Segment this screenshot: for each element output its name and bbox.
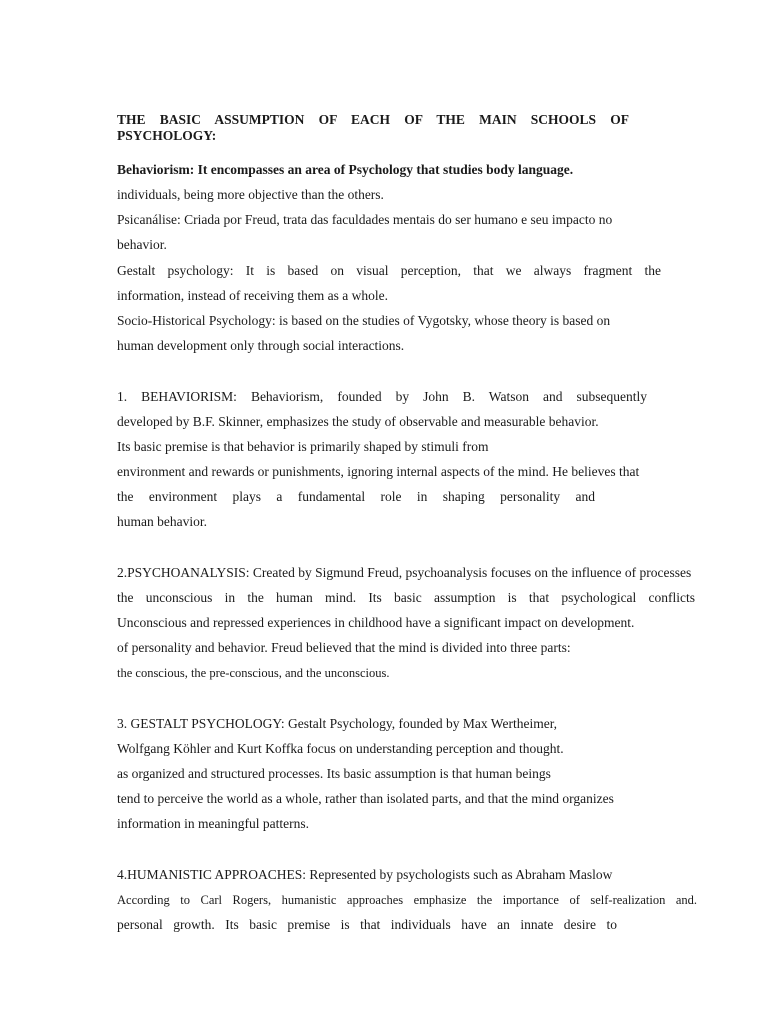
intro-line-4: behavior. xyxy=(117,237,167,252)
section1-line-2: developed by B.F. Skinner, emphasizes the study of observable and measurable behavior. xyxy=(117,414,599,429)
section4-line-1: 4.HUMANISTIC APPROACHES: Represented by psychologists such as Abraham Maslow xyxy=(117,867,613,882)
section2-line-5: the conscious, the pre-conscious, and the unconscious. xyxy=(117,666,390,680)
section3-line-5: information in meaningful patterns. xyxy=(117,816,309,831)
section2-line-3: Unconscious and repressed experiences in childhood have a significant impact on development. xyxy=(117,615,635,630)
section4-line-3: personal growth. Its basic premise is that individuals have an innate desire to xyxy=(117,917,617,932)
intro-line-2: individuals, being more objective than the others. xyxy=(117,187,384,202)
intro-line-6: information, instead of receiving them as a whole. xyxy=(117,288,389,303)
section1-line-4: environment and rewards or punishments, ignoring internal aspects of the mind. He believes that xyxy=(117,464,640,479)
page-title-line-1: THE BASIC ASSUMPTION OF EACH OF THE MAIN SCHOOLS OF xyxy=(117,112,629,127)
section1-line-5: the environment plays a fundamental role in shaping personality and xyxy=(117,489,595,504)
section3-line-3: as organized and structured processes. Its basic assumption is that human beings xyxy=(117,766,551,781)
intro-line-1: Behaviorism: It encompasses an area of Psychology that studies body language. xyxy=(117,162,574,177)
section2-line-4: of personality and behavior. Freud believed that the mind is divided into three parts: xyxy=(117,640,571,655)
section4-line-2: According to Carl Rogers, humanistic approaches emphasize the importance of self-realization and. xyxy=(117,893,697,907)
section2-line-2: the unconscious in the human mind. Its basic assumption is that psychological conflicts xyxy=(117,590,695,605)
intro-line-8: human development only through social interactions. xyxy=(117,338,405,353)
intro-line-7: Socio-Historical Psychology: is based on the studies of Vygotsky, whose theory is based on xyxy=(117,313,611,328)
intro-line-5: Gestalt psychology: It is based on visual perception, that we always fragment the xyxy=(117,263,661,278)
page-title-line-2: PSYCHOLOGY: xyxy=(117,128,217,143)
section1-line-6: human behavior. xyxy=(117,514,207,529)
section1-line-1: 1. BEHAVIORISM: Behaviorism, founded by John B. Watson and subsequently xyxy=(117,389,647,404)
section3-line-2: Wolfgang Köhler and Kurt Koffka focus on understanding perception and thought. xyxy=(117,741,564,756)
intro-line-3: Psicanálise: Criada por Freud, trata das faculdades mentais do ser humano e seu impacto no xyxy=(117,212,613,227)
section3-line-4: tend to perceive the world as a whole, rather than isolated parts, and that the mind organizes xyxy=(117,791,614,806)
section1-line-3: Its basic premise is that behavior is primarily shaped by stimuli from xyxy=(117,439,489,454)
section2-line-1: 2.PSYCHOANALYSIS: Created by Sigmund Freud, psychoanalysis focuses on the influence of processes xyxy=(117,565,692,580)
section3-line-1: 3. GESTALT PSYCHOLOGY: Gestalt Psychology, founded by Max Wertheimer, xyxy=(117,716,558,731)
